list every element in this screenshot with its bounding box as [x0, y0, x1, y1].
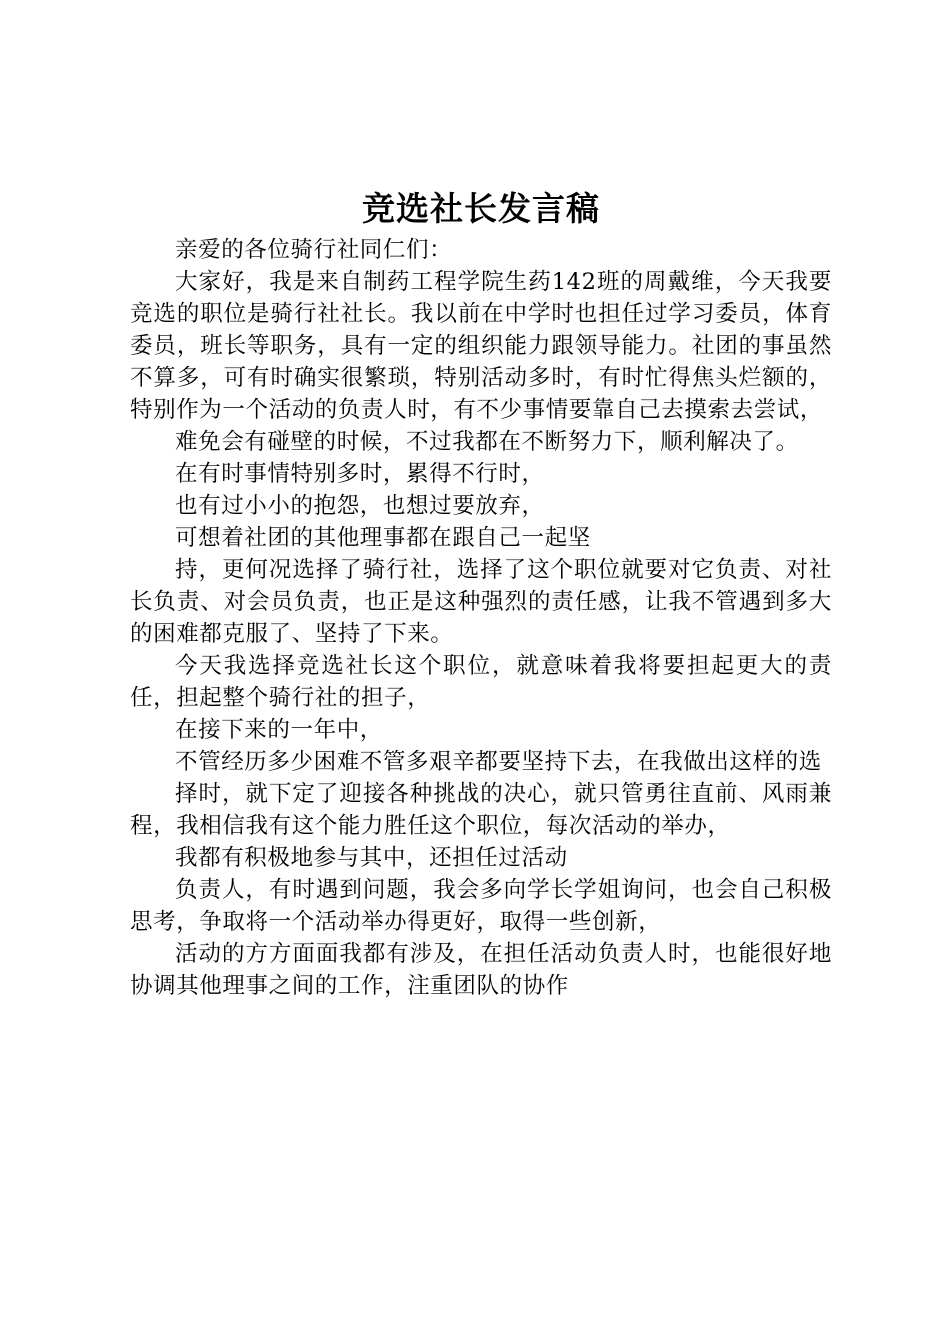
paragraph: 难免会有碰壁的时候，不过我都在不断努力下，顺利解决了。 — [175, 429, 799, 455]
paragraph: 在接下来的一年中， — [175, 717, 383, 743]
paragraph: 择时，就下定了迎接各种挑战的决心，就只管勇往直前、风雨兼程，我相信我有这个能力胜任这个职位，每次活动的举办， — [130, 781, 832, 839]
document-title: 竞选社长发言稿 — [362, 189, 600, 228]
paragraph: 不管经历多少困难不管多艰辛都要坚持下去，在我做出这样的选 — [175, 749, 822, 775]
paragraph: 今天我选择竞选社长这个职位，就意味着我将要担起更大的责任，担起整个骑行社的担子， — [130, 653, 832, 711]
paragraph-introduction: 大家好，我是来自制药工程学院生药142班的周戴维，今天我要竞选的职位是骑行社社长。我以前在中学时也担任过学习委员，体育委员，班长等职务，具有一定的组织能力跟领导能力。社团的事虽然不算多，可有时确实很繁琐，特别活动多时，有时忙得焦头烂额的，特别作为一个活动的负责人时，有不少事情要靠自己去摸索去尝试， — [130, 269, 832, 423]
paragraph: 在有时事情特别多时，累得不行时， — [175, 461, 545, 487]
paragraph: 也有过小小的抱怨，也想过要放弃， — [175, 493, 545, 519]
paragraph: 我都有积极地参与其中，还担任过活动 — [175, 845, 568, 871]
paragraph-greeting: 亲爱的各位骑行社同仁们： — [175, 237, 453, 263]
paragraph: 可想着社团的其他理事都在跟自己一起坚 — [175, 525, 591, 551]
paragraph: 负责人，有时遇到问题，我会多向学长学姐询问，也会自己积极思考，争取将一个活动举办得更好，取得一些创新， — [130, 877, 832, 935]
document-page — [130, 186, 832, 1002]
paragraph: 持，更何况选择了骑行社，选择了这个职位就要对它负责、对社长负责、对会员负责，也正是这种强烈的责任感，让我不管遇到多大的困难都克服了、坚持了下来。 — [130, 557, 832, 647]
paragraph: 活动的方方面面我都有涉及，在担任活动负责人时，也能很好地协调其他理事之间的工作，注重团队的协作 — [130, 941, 832, 999]
